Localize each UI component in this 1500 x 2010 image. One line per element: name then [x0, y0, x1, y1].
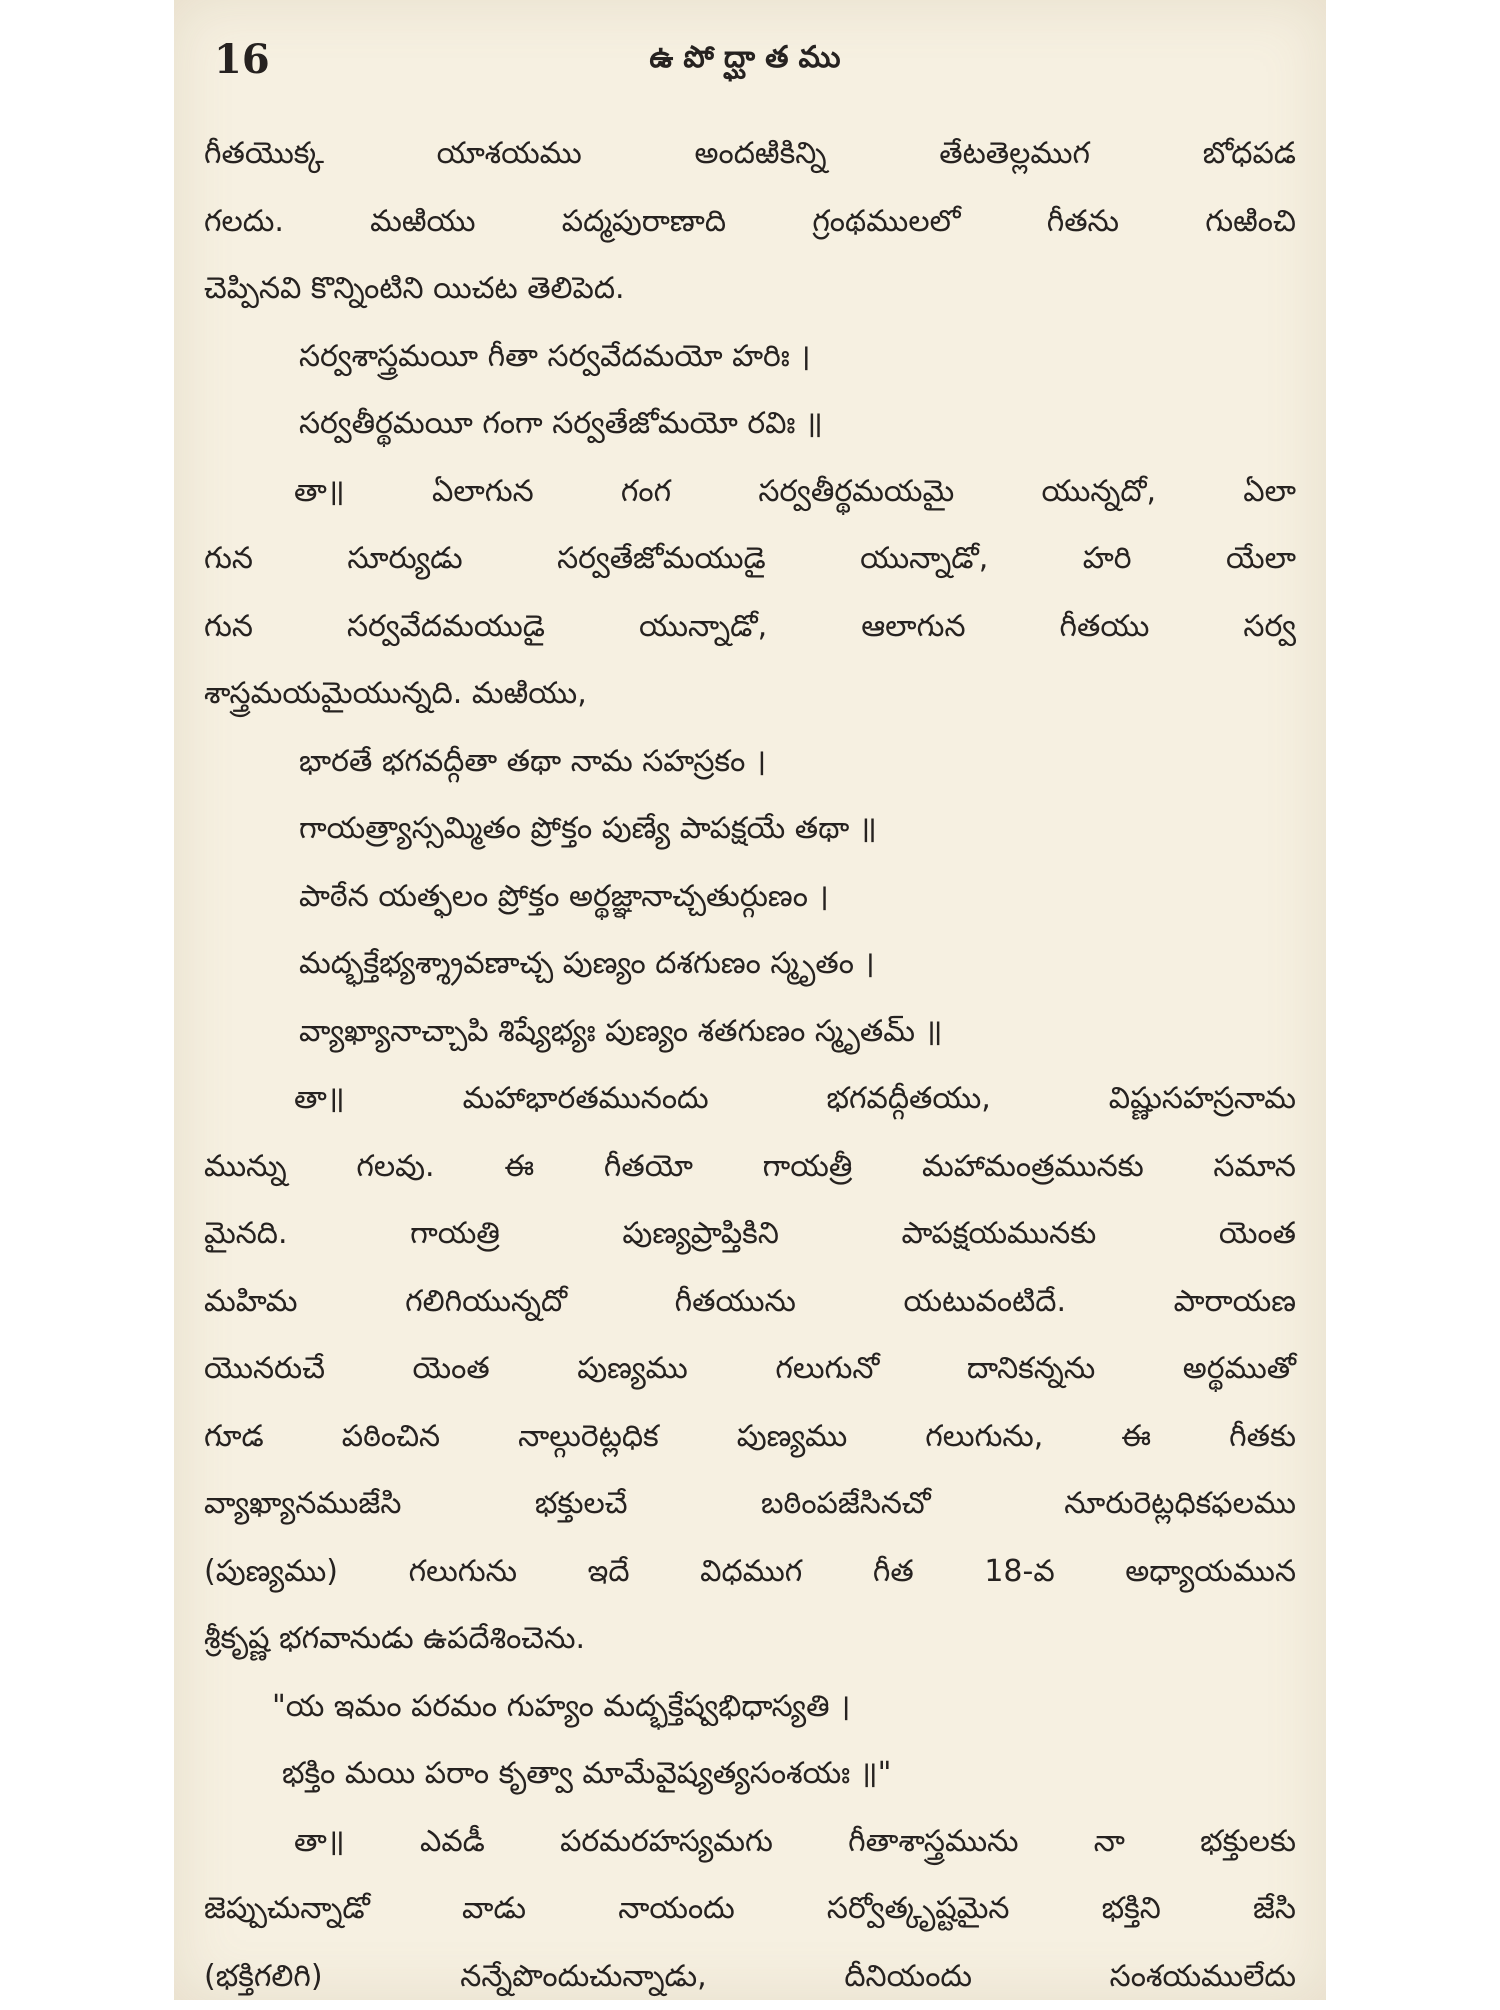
verse-line: మద్భక్తేభ్యశ్శ్రావణాచ్చ పుణ్యం దశగుణం స్మృతం ।: [204, 930, 1296, 998]
verse-line: సర్వతీర్థమయీ గంగా సర్వతేజోమయో రవిః ॥: [204, 390, 1296, 458]
prose-line: జెప్పుచున్నాడో వాడు నాయందు సర్వోత్కృష్టమైన భక్తిని జేసి: [204, 1875, 1296, 1943]
prose-line: శాస్త్రమయమైయున్నది. మఱియు,: [204, 660, 1296, 728]
book-page: [174, 0, 1326, 2000]
prose-line: మైనది. గాయత్రి పుణ్యప్రాప్తికిని పాపక్షయమునకు యెంత: [204, 1200, 1296, 1268]
prose-line: గూడ పఠించిన నాల్గురెట్లధిక పుణ్యము గలుగును, ఈ గీతకు: [204, 1403, 1296, 1471]
prose-line: తా॥ ఎవడీ పరమరహస్యమగు గీతాశాస్త్రమును నా భక్తులకు: [204, 1808, 1296, 1876]
prose-line: వ్యాఖ్యానముజేసి భక్తులచే బఠింపజేసినచో నూరురెట్లధికఫలము: [204, 1470, 1296, 1538]
prose-line: (భక్తిగలిగి) నన్నేపొందుచున్నాడు, దీనియందు సంశయములేదు: [204, 1943, 1296, 2010]
prose-line: చెప్పినవి కొన్నింటిని యిచట తెలిపెద.: [204, 255, 1296, 323]
verse-line: భక్తిం మయి పరాం కృత్వా మామేవైష్యత్యసంశయః ॥": [204, 1740, 1296, 1808]
prose-line: తా॥ మహాభారతమునందు భగవద్గీతయు, విష్ణుసహస్రనామ: [204, 1065, 1296, 1133]
verse-line: వ్యాఖ్యానాచ్చాపి శిష్యేభ్యః పుణ్యం శతగుణం స్మృతమ్ ॥: [204, 998, 1296, 1066]
prose-line: గున సూర్యుడు సర్వతేజోమయుడై యున్నాడో, హరి యేలా: [204, 525, 1296, 593]
prose-line: గున సర్వవేదమయుడై యున్నాడో, ఆలాగున గీతయు సర్వ: [204, 593, 1296, 661]
verse-line: "య ఇమం పరమం గుహ్యం మద్భక్తేష్వభిధాస్యతి ।: [204, 1673, 1296, 1741]
verse-line: సర్వశాస్త్రమయీ గీతా సర్వవేదమయో హరిః ।: [204, 323, 1296, 391]
prose-line: మున్ను గలవు. ఈ గీతయో గాయత్రీ మహామంత్రమునకు సమాన: [204, 1133, 1296, 1201]
page-text: [204, 120, 1296, 2010]
verse-line: భారతే భగవద్గీతా తథా నామ సహస్రకం ।: [204, 728, 1296, 796]
prose-line: తా॥ ఏలాగున గంగ సర్వతీర్థమయమై యున్నదో, ఏలా: [204, 458, 1296, 526]
prose-line: గీతయొక్క యాశయము అందఱికిన్ని తేటతెల్లముగ బోధపడ: [204, 120, 1296, 188]
running-title: ఉపోద్ఘాతము: [174, 40, 1326, 82]
verse-line: పాఠేన యత్ఫలం ప్రోక్తం అర్థజ్ఞానాచ్చతుర్గుణం ।: [204, 863, 1296, 931]
prose-line: మహిమ గలిగియున్నదో గీతయును యటువంటిదే. పారాయణ: [204, 1268, 1296, 1336]
prose-line: (పుణ్యము) గలుగును ఇదే విధముగ గీత 18-వ అధ్యాయమున: [204, 1538, 1296, 1606]
prose-line: యొనరుచే యెంత పుణ్యము గలుగునో దానికన్నను అర్థముతో: [204, 1335, 1296, 1403]
prose-line: శ్రీకృష్ణ భగవానుడు ఉపదేశించెను.: [204, 1605, 1296, 1673]
page-number: 16: [214, 36, 270, 83]
verse-line: గాయత్ర్యాస్సమ్మితం ప్రోక్తం పుణ్యే పాపక్షయే తథా ॥: [204, 795, 1296, 863]
prose-line: గలదు. మఱియు పద్మపురాణాది గ్రంథములలో గీతను గుఱించి: [204, 188, 1296, 256]
